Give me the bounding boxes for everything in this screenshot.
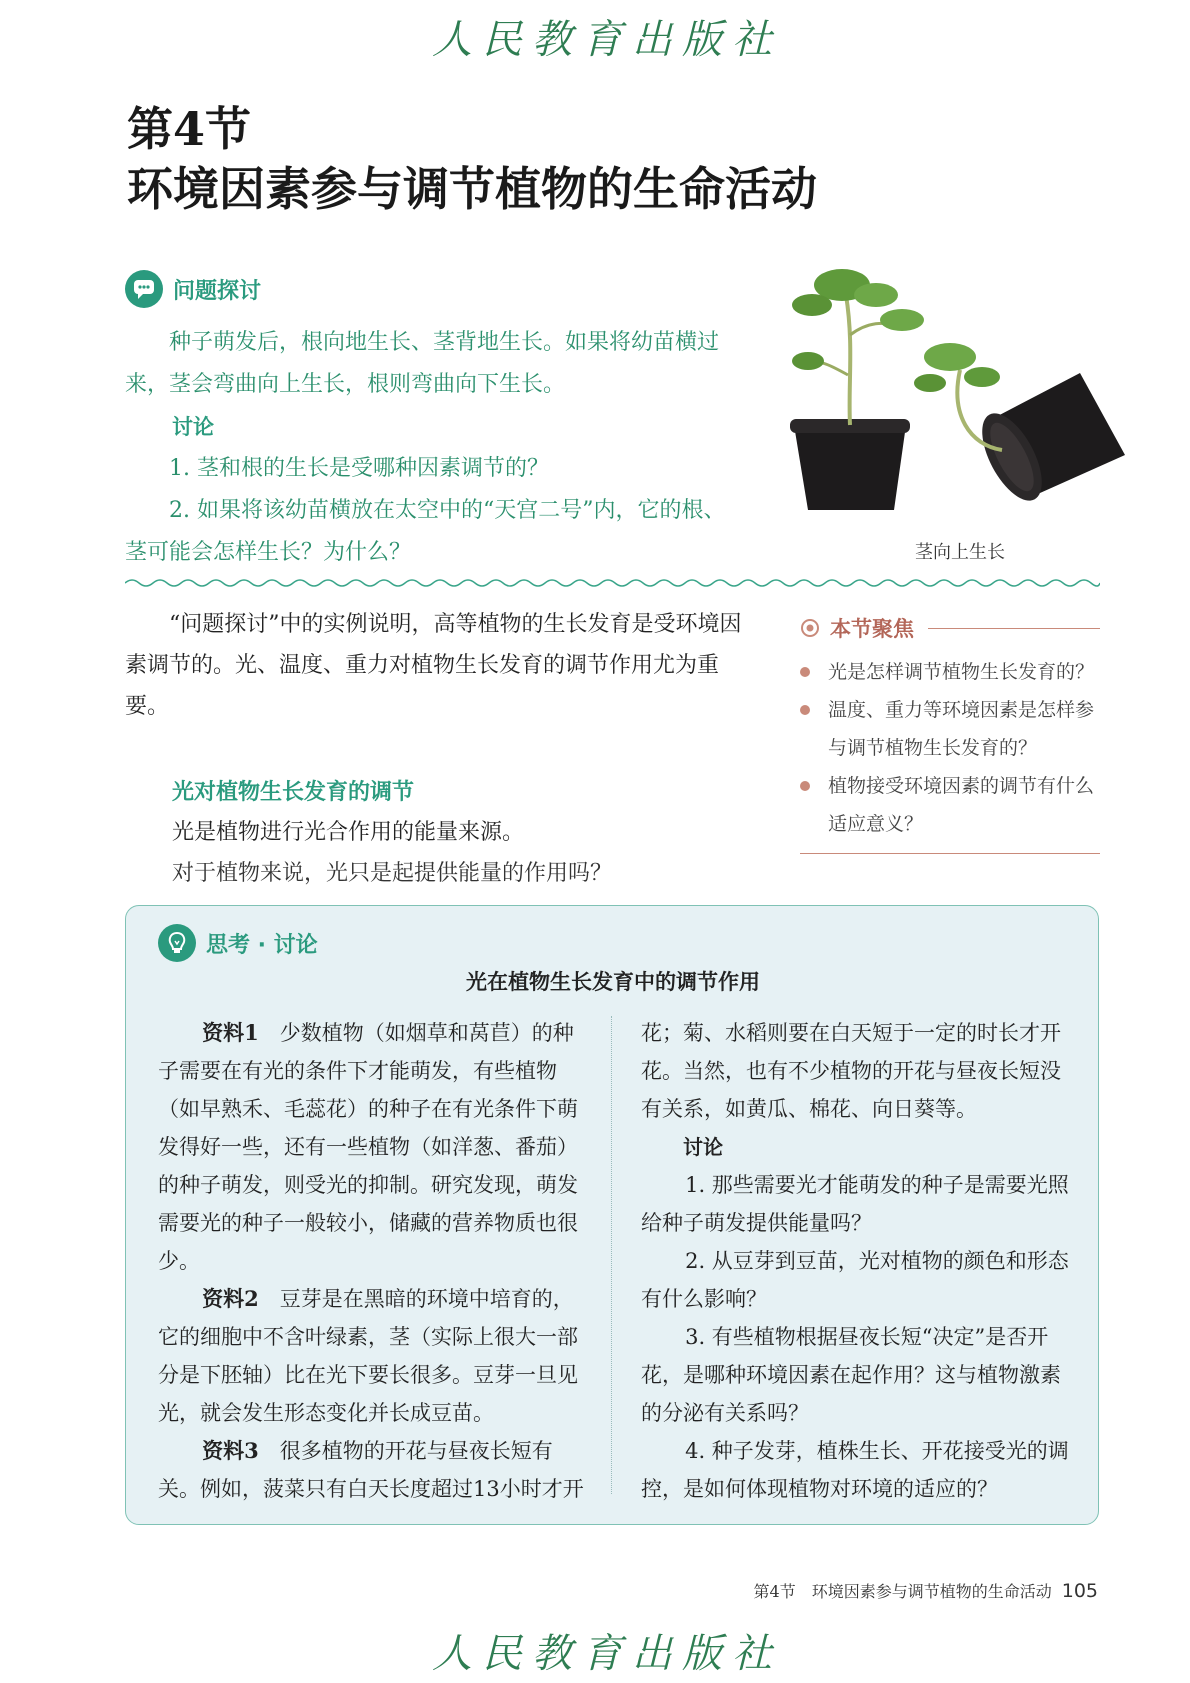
seedling-photo bbox=[790, 265, 1150, 530]
think-heading: 思考 · 讨论 bbox=[206, 932, 318, 958]
chapter-number: 第4节 bbox=[127, 102, 252, 156]
think-question-1: 1. 那些需要光才能萌发的种子是需要光照给种子萌发提供能量吗？ bbox=[641, 1173, 1069, 1235]
wavy-divider bbox=[125, 576, 1100, 590]
focus-rule bbox=[928, 628, 1100, 629]
focus-title: 本节聚焦 bbox=[830, 617, 914, 641]
publisher-logo-top: 人民教育出版社 bbox=[432, 17, 782, 63]
problem-question-1: 1. 茎和根的生长是受哪种因素调节的？ bbox=[169, 456, 549, 481]
light-section-question: 对于植物来说，光只是起提供能量的作用吗？ bbox=[172, 861, 613, 886]
think-question-4: 4. 种子发芽，植株生长、开花接受光的调控，是如何体现植物对环境的适应的？ bbox=[641, 1439, 1069, 1501]
focus-item: 植物接受环境因素的调节有什么适应意义？ bbox=[800, 767, 1100, 843]
think-left-column bbox=[158, 1014, 588, 1508]
think-heading-row bbox=[158, 924, 318, 962]
focus-item: 温度、重力等环境因素是怎样参与调节植物生长发育的？ bbox=[800, 691, 1100, 767]
think-question-3: 3. 有些植物根据昼夜长短“决定”是否开花，是哪种环境因素在起作用？这与植物激素的分泌有关系吗？ bbox=[641, 1325, 1061, 1425]
think-right-column bbox=[641, 1014, 1071, 1508]
light-section-line-1: 光是植物进行光合作用的能量来源。 bbox=[172, 820, 525, 845]
think-discuss-label: 讨论 bbox=[683, 1135, 723, 1159]
think-box-title: 光在植物生长发育中的调节作用 bbox=[466, 970, 760, 994]
material-2: 资料2 豆芽是在黑暗的环境中培育的，它的细胞中不含叶绿素，茎（实际上很大一部分是下胚轴）比在光下要长很多。豆芽一旦见光，就会发生形态变化并长成豆苗。 bbox=[158, 1286, 578, 1425]
think-discuss-box bbox=[125, 905, 1099, 1525]
material-3: 资料3 很多植物的开花与昼夜长短有关。例如，菠菜只有白天长度超过13小时才开 bbox=[158, 1438, 584, 1501]
focus-panel bbox=[800, 613, 1100, 854]
page-number: 105 bbox=[1061, 1580, 1098, 1602]
page-footer bbox=[754, 1579, 1098, 1602]
focus-item: 光是怎样调节植物生长发育的？ bbox=[800, 653, 1100, 691]
material-1: 资料1 少数植物（如烟草和莴苣）的种子需要在有光的条件下才能萌发，有些植物（如早熟禾、毛蕊花）的种子在有光条件下萌发得好一些，还有一些植物（如洋葱、番茄）的种子萌发，则受光的抑制。研究发现，萌发需要光的种子一般较小，储藏的营养物质也很少。 bbox=[158, 1020, 578, 1273]
think-question-2: 2. 从豆芽到豆苗，光对植物的颜色和形态有什么影响？ bbox=[641, 1249, 1069, 1311]
target-icon bbox=[800, 618, 820, 638]
chat-bubble-icon bbox=[125, 270, 163, 308]
figure-caption: 茎向上生长 bbox=[915, 542, 1005, 563]
problem-question-2: 2. 如果将该幼苗横放在太空中的“天宫二号”内，它的根、茎可能会怎样生长？为什么？ bbox=[125, 498, 726, 565]
intro-paragraph: “问题探讨”中的实例说明，高等植物的生长发育是受环境因素调节的。光、温度、重力对植物生长发育的调节作用尤为重要。 bbox=[125, 612, 742, 719]
focus-heading-row bbox=[800, 613, 1100, 643]
focus-bottom-rule bbox=[800, 853, 1100, 854]
problem-intro: 种子萌发后，根向地生长、茎背地生长。如果将幼苗横过来，茎会弯曲向上生长，根则弯曲向下生长。 bbox=[125, 330, 720, 397]
light-section-heading: 光对植物生长发育的调节 bbox=[172, 780, 415, 805]
column-divider bbox=[611, 1016, 612, 1494]
problem-heading: 问题探讨 bbox=[173, 278, 262, 304]
lightbulb-icon bbox=[158, 924, 196, 962]
material-3-continued: 花；菊、水稻则要在白天短于一定的时长才开花。当然，也有不少植物的开花与昼夜长短没有关系，如黄瓜、棉花、向日葵等。 bbox=[641, 1021, 1061, 1121]
problem-discuss-label: 讨论 bbox=[172, 415, 214, 439]
footer-text: 第4节 环境因素参与调节植物的生命活动 bbox=[753, 1582, 1052, 1601]
problem-heading-row bbox=[125, 270, 261, 308]
publisher-logo-bottom: 人民教育出版社 bbox=[432, 1631, 782, 1677]
chapter-title: 环境因素参与调节植物的生命活动 bbox=[127, 162, 817, 216]
